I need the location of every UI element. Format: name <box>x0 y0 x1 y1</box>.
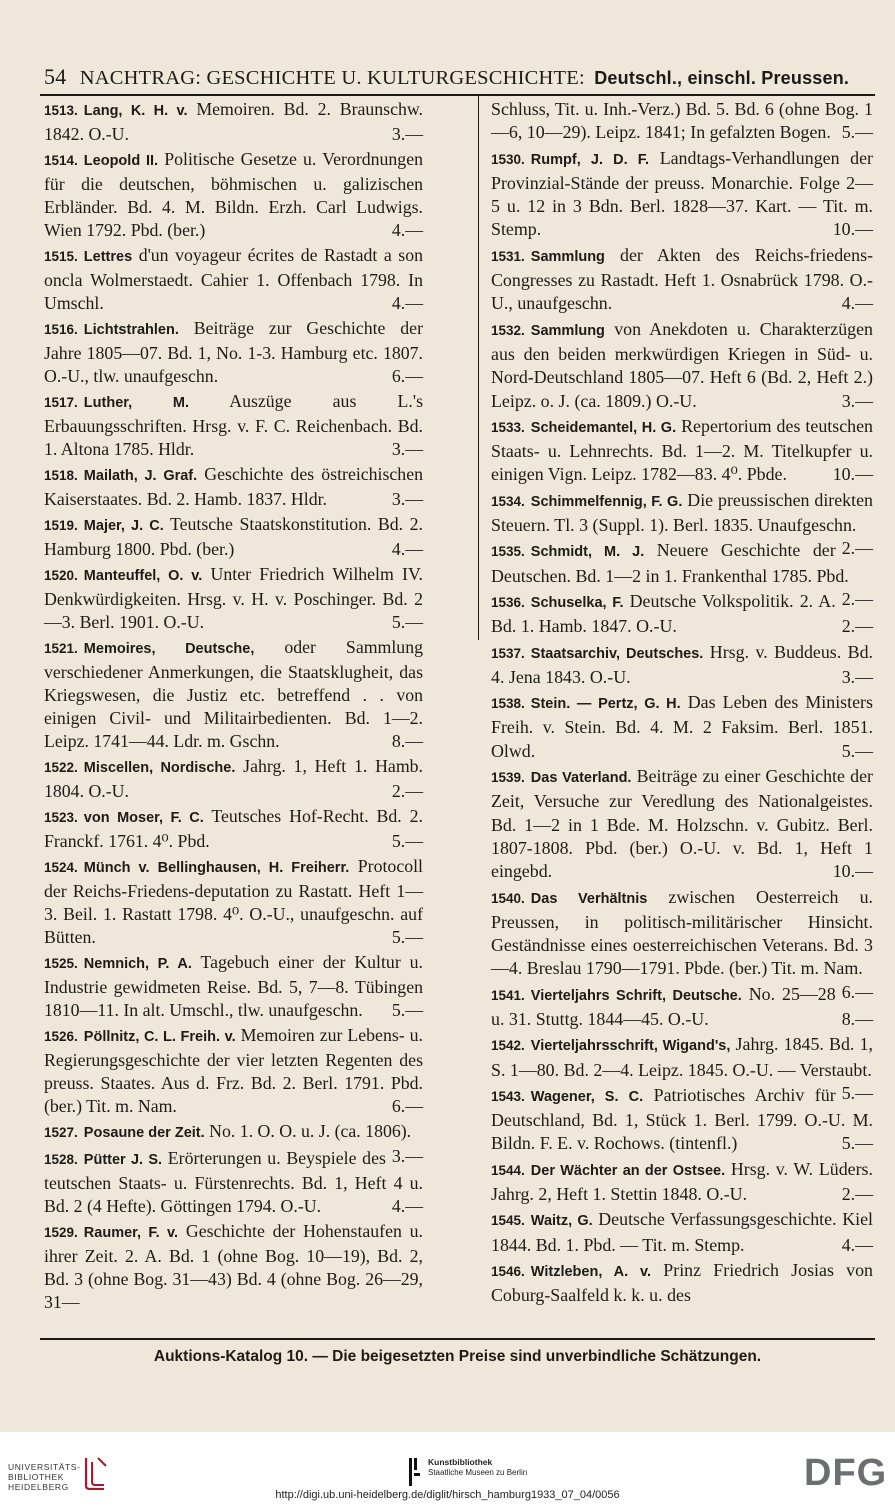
entry-number: 1514. <box>44 153 78 168</box>
entry-author: Miscellen, Nordische. <box>83 760 236 776</box>
entry-price: 2.— <box>391 781 423 801</box>
entry-author: Das Verhältnis <box>530 890 648 907</box>
entry-price: 10.— <box>832 219 873 240</box>
entry-number: 1536. <box>491 594 525 610</box>
catalog-entry <box>491 318 873 413</box>
entry-number: 1516. <box>44 322 78 337</box>
entry-description: Teutsches Hof-Recht. Bd. 2. Franckf. 1761. 4⁰. Pbd. <box>44 806 423 851</box>
entry-author: Staatsarchiv, Deutsches. <box>530 645 704 662</box>
catalog-entry <box>44 1147 423 1218</box>
entry-number: 1529. <box>44 1225 78 1240</box>
catalog-entry <box>44 1220 423 1314</box>
entry-price: 6.— <box>391 366 423 386</box>
entry-number: 1537. <box>491 645 525 661</box>
entry-number: 1541. <box>491 987 525 1003</box>
entry-number: 1520. <box>44 568 78 583</box>
catalog-entry <box>491 590 873 639</box>
entry-author: Sammlung <box>530 322 605 339</box>
catalog-entry <box>44 244 423 315</box>
page-subtitle: Deutschl., einschl. Preussen. <box>594 68 850 88</box>
entry-number: 1519. <box>44 518 78 533</box>
dfg-logo: DFG <box>804 1452 888 1494</box>
entry-author: Pütter J. S. <box>83 1152 163 1168</box>
entry-description: Deutsche Verfassungsgeschichte. Kiel 1844. Bd. 1. Pbd. — Tit. m. Stemp. <box>491 1209 873 1255</box>
entry-number: 1545. <box>491 1213 525 1229</box>
entry-author: Waitz, G. <box>530 1213 593 1230</box>
entry-description: Patriotisches Archiv für Deutschland, Bd. 1, Stück 1. Berl. 1799. O.-U. M. Bildn. F. E. v. Rochows. (tintenfl.) <box>491 1084 873 1154</box>
entry-number: 1513. <box>44 103 78 118</box>
column-divider <box>478 96 479 640</box>
entry-description: Geschichte des östreichischen Kaiserstaates. Bd. 2. Hamb. 1837. Hldr. <box>44 464 423 509</box>
entry-number: 1533. <box>491 419 525 435</box>
entry-description: Repertorium des teutschen Staats- u. Lehnrechts. Bd. 1—2. M. Titelkupfer u. einigen Vign. Leipz. 1782—83. 4⁰. Pbde. <box>491 415 873 485</box>
entry-price: 5.— <box>391 612 423 632</box>
entry-description: No. 25—28 u. 31. Stuttg. 1844—45. O.-U. <box>491 983 836 1029</box>
entry-price: 3.— <box>391 124 423 144</box>
entry-number: 1526. <box>44 1029 78 1044</box>
entry-author: Stein. — Pertz, G. H. <box>530 696 681 713</box>
entry-number: 1515. <box>44 249 78 264</box>
page-title: NACHTRAG: GESCHICHTE U. KULTURGESCHICHTE: <box>79 67 585 89</box>
entry-author: Schimmelfennig, F. G. <box>530 493 683 510</box>
catalog-entry <box>44 951 423 1022</box>
entry-description: Protocoll der Reichs-Friedens-deputation zu Rastatt. Heft 1—3. Beil. 1. Rastatt 1798. 4⁰. O.-U., unaufgeschn. auf Bütten. <box>44 856 423 947</box>
catalog-entry <box>44 563 423 634</box>
entry-author: Der Wächter an der Ostsee. <box>530 1162 726 1179</box>
kunstbibliothek-logo-icon <box>408 1458 422 1486</box>
entry-author: Lettres <box>83 249 133 265</box>
entry-author: Rumpf, J. D. F. <box>530 151 650 168</box>
catalog-entry <box>491 415 873 487</box>
entry-description: von Anekdoten u. Charakterzügen aus den beiden merkwürdigen Kriegen in Süd- u. Nord-Deutschland 1805—07. Heft 6 (Bd. 2, Heft 2.) Leipz. o. J. (ca. 1809.) O.-U. <box>491 318 873 411</box>
entry-number: 1543. <box>491 1088 525 1104</box>
entry-price: 3.— <box>391 489 423 509</box>
entry-price: 3.— <box>841 666 873 687</box>
source-url: http://digi.ub.uni-heidelberg.de/diglit/hirsch_hamburg1933_07_04/0056 <box>275 1489 620 1501</box>
entry-description: Schluss, Tit. u. Inh.-Verz.) Bd. 5. Bd. 6 (ohne Bog. 1—6, 10—29). Leipz. 1841; In gefalzten Bogen. <box>491 99 873 143</box>
catalog-entry <box>44 855 423 949</box>
catalog-entry <box>491 641 873 690</box>
uni-heidelberg-logo-icon <box>82 1456 108 1490</box>
entry-description: zwischen Oesterreich u. Preussen, in politisch-militärischer Hinsicht. Geständnisse eines oesterreichischen Veterans. Bd. 3—4. Breslau 1790—1791. Pbde. (ber.) Tit. m. Nam. <box>491 886 873 979</box>
entry-description: der Akten des Reichs-friedens-Congresses zu Rastadt. Heft 1. Osnabrück 1798. O.-U., unaufgeschn. <box>491 244 873 314</box>
uni-line: HEIDELBERG <box>8 1482 69 1492</box>
entry-author: Luther, M. <box>83 395 190 411</box>
catalog-entry <box>44 755 423 803</box>
entry-price: 5.— <box>841 740 873 761</box>
entry-description: Beiträge zur Geschichte der Jahre 1805—07. Bd. 1, No. 1-3. Hamburg etc. 1807. O.-U., tlw. unaufgeschn. <box>44 318 423 386</box>
uni-line: BIBLIOTHEK <box>8 1472 65 1482</box>
entry-price: 5.— <box>841 1133 873 1154</box>
kunstbibliothek-logo-text <box>428 1457 527 1478</box>
entry-author: Posaune der Zeit. <box>83 1125 205 1141</box>
catalog-entry <box>44 636 423 753</box>
entry-price: 5.— <box>841 1082 873 1103</box>
entry-number: 1535. <box>491 544 525 560</box>
catalog-entry <box>491 244 873 316</box>
entry-author: Schuselka, F. <box>530 594 624 611</box>
entry-author: Sammlung <box>530 248 605 265</box>
entry-price: 4.— <box>841 293 873 314</box>
entry-number: 1528. <box>44 1152 78 1167</box>
right-column <box>491 98 873 1310</box>
entry-price: 4.— <box>841 1234 873 1255</box>
catalog-entry <box>491 691 873 763</box>
entry-description: Jahrg. 1, Heft 1. Hamb. 1804. O.-U. <box>44 756 423 801</box>
entry-number: 1540. <box>491 890 525 906</box>
entry-number: 1522. <box>44 760 78 775</box>
entry-price: 3.— <box>391 439 423 459</box>
entry-author: Nemnich, P. A. <box>83 956 192 972</box>
catalog-entry <box>44 463 423 511</box>
entry-author: Leopold II. <box>83 153 159 169</box>
entry-author: Raumer, F. v. <box>83 1225 179 1241</box>
entry-description: No. 1. O. O. u. J. (ca. 1806). <box>209 1121 412 1141</box>
entry-price: 5.— <box>391 927 423 947</box>
catalog-entry <box>491 98 873 145</box>
catalog-entry <box>44 390 423 461</box>
entry-number: 1538. <box>491 696 525 712</box>
entry-number: 1530. <box>491 151 525 167</box>
entry-author: Manteuffel, O. v. <box>83 568 203 584</box>
entry-price: 5.— <box>841 122 873 143</box>
entry-number: 1532. <box>491 322 525 338</box>
entry-author: Scheidemantel, H. G. <box>530 419 677 436</box>
entry-description: Memoiren zur Lebens- u. Regierungsgeschichte der vier letzten Regenten des preuss. Staates. Aus d. Frz. Bd. 2. Berl. 1791. Pbd. (ber.) Tit. m. Nam. <box>44 1025 424 1116</box>
entry-author: Wagener, S. C. <box>530 1088 644 1105</box>
entry-description: Tagebuch einer der Kultur u. Industrie gewidmeten Reise. Bd. 5, 7—8. Tübingen 1810—11. In alt. Umschl., tlw. unaufgeschn. <box>44 952 424 1020</box>
catalog-entry <box>491 1084 873 1156</box>
entry-author: Das Vaterland. <box>530 770 632 787</box>
entry-description: Teutsche Staatskonstitution. Bd. 2. Hamburg 1800. Pbd. (ber.) <box>44 514 423 559</box>
entry-number: 1524. <box>44 860 78 875</box>
entry-price: 8.— <box>391 731 423 751</box>
entry-number: 1527. <box>44 1125 78 1140</box>
entry-description: Neuere Geschichte der Deutschen. Bd. 1—2 in 1. Frankenthal 1785. Pbd. <box>491 540 849 586</box>
catalog-entry <box>491 1208 873 1257</box>
entry-number: 1544. <box>491 1162 525 1178</box>
entry-description: Unter Friedrich Wilhelm IV. Denkwürdigkeiten. Hrsg. v. H. v. Poschinger. Bd. 2—3. Berl. 1901. O.-U. <box>44 564 423 632</box>
entry-author: Vierteljahrsschrift, Wigand's, <box>530 1038 731 1055</box>
entry-author: Pöllnitz, C. L. Freih. v. <box>83 1029 236 1045</box>
entry-price: 2.— <box>841 538 873 559</box>
entry-price: 3.— <box>391 1146 423 1166</box>
catalog-entry <box>491 983 873 1032</box>
entry-number: 1531. <box>491 248 525 264</box>
entry-number: 1539. <box>491 770 525 786</box>
catalog-entry <box>491 765 873 883</box>
entry-price: 5.— <box>391 831 423 851</box>
entry-description: Memoiren. Bd. 2. Braunschw. 1842. O.-U. <box>44 99 423 144</box>
entry-description: Erörterungen u. Beyspiele des teutschen Staats- u. Fürstenrechts. Bd. 1, Heft 4 u. Bd. 2 (4 Hefte). Göttingen 1794. O.-U. <box>44 1148 423 1216</box>
entry-description: Deutsche Volkspolitik. 2. A. Bd. 1. Hamb. 1847. O.-U. <box>491 590 836 637</box>
entry-number: 1521. <box>44 641 78 656</box>
entry-number: 1523. <box>44 810 78 825</box>
entry-number: 1525. <box>44 956 78 971</box>
entry-description: Geschichte der Hohenstaufen u. ihrer Zeit. 2. A. Bd. 1 (ohne Bog. 10—19), Bd. 2, Bd. 3 (ohne Bog. 31—43) Bd. 4 (ohne Bog. 26—29, 31— <box>44 1221 424 1312</box>
entry-description: oder Sammlung verschiedener Anmerkungen, die Staatsklugheit, das Kriegswesen, die Justiz etc. betreffend . . von einigen Civil- und Militairbedienten. Bd. 1—2. Leipz. 1741—44. Ldr. m. Gschn. <box>44 637 423 751</box>
entry-description: Die preussischen direkten Steuern. Tl. 3 (Suppl. 1). Berl. 1835. Unaufgeschn. <box>491 489 873 536</box>
entry-description: d'un voyageur écrites de Rastadt a son oncla Wolmerstaedt. Cahier 1. Offenbach 1798. In Umschl. <box>44 245 423 313</box>
catalog-entry <box>491 1158 873 1207</box>
entry-number: 1546. <box>491 1263 525 1279</box>
entry-price: 8.— <box>841 1008 873 1029</box>
entry-price: 6.— <box>841 981 873 1002</box>
entry-price: 10.— <box>832 464 873 485</box>
entry-number: 1542. <box>491 1038 525 1054</box>
catalog-entry <box>44 317 423 388</box>
entry-price: 5.— <box>391 1000 423 1020</box>
entry-author: Lang, K. H. v. <box>83 103 188 119</box>
header-rule <box>40 94 875 96</box>
entry-description: Jahrg. 1845. Bd. 1, S. 1—80. Bd. 2—4. Leipz. 1845. O.-U. — Verstaubt. <box>491 1034 873 1080</box>
entry-price: 2.— <box>841 1184 873 1205</box>
left-column <box>44 98 423 1316</box>
kb-title: Kunstbibliothek <box>428 1457 493 1467</box>
entry-description: Hrsg. v. Buddeus. Bd. 4. Jena 1843. O.-U. <box>491 641 874 687</box>
catalog-entry <box>44 805 423 853</box>
entry-price: 4.— <box>391 293 423 313</box>
entry-author: von Moser, F. C. <box>83 810 204 826</box>
page-header <box>44 64 874 94</box>
catalog-entry <box>44 1024 423 1118</box>
entry-author: Mailath, J. Graf. <box>83 468 198 484</box>
entry-price: 6.— <box>391 1096 423 1116</box>
entry-description: Prinz Friedrich Josias von Coburg-Saalfeld k. k. u. des <box>491 1259 874 1306</box>
entry-price: 2.— <box>841 588 873 609</box>
kb-subtitle: Staatliche Museen zu Berlin <box>428 1468 528 1477</box>
catalog-footer: Auktions-Katalog 10. — Die beigesetzten Preise sind unverbindliche Schätzungen. <box>153 1348 762 1365</box>
catalog-entry <box>44 513 423 561</box>
entry-price: 3.— <box>841 390 873 411</box>
entry-description: Politische Gesetze u. Verordnungen für die deutschen, böhmischen u. galizischen Erbländer. Bd. 4. M. Bildn. Erzh. Carl Ludwigs. Wien 1792. Pbd. (ber.) <box>44 149 423 240</box>
uni-line: UNIVERSITÄTS- <box>8 1462 81 1472</box>
entry-price: 4.— <box>391 1196 423 1216</box>
entry-author: Vierteljahrs Schrift, Deutsche. <box>530 987 742 1004</box>
catalog-entry <box>44 148 423 242</box>
entry-description: Landtags-Verhandlungen der Provinzial-Stände der preuss. Monarchie. Folge 2—5 u. 12 in 3 Bdn. Berl. 1828—37. Kart. — Tit. m. Stemp. <box>491 147 873 240</box>
entry-author: Schmidt, M. J. <box>530 544 645 561</box>
entry-author: Witzleben, A. v. <box>530 1263 651 1280</box>
entry-description: Auszüge aus L.'s Erbauungsschriften. Hrsg. v. F. C. Reichenbach. Bd. 1. Altona 1785. Hldr. <box>44 391 423 459</box>
entry-price: 10.— <box>832 861 873 882</box>
entry-author: Memoires, Deutsche, <box>83 641 255 657</box>
page-number: 54 <box>44 64 67 89</box>
entry-number: 1534. <box>491 493 525 509</box>
bottom-rule <box>40 1338 875 1340</box>
uni-heidelberg-logo-text <box>8 1462 81 1492</box>
entry-description: Hrsg. v. W. Lüders. Jahrg. 2, Heft 1. Stettin 1848. O.-U. <box>491 1158 873 1205</box>
catalog-entry <box>491 147 873 242</box>
entry-author: Münch v. Bellinghausen, H. Freiherr. <box>83 860 350 876</box>
entry-number: 1517. <box>44 395 78 410</box>
entry-author: Majer, J. C. <box>83 518 164 534</box>
entry-description: Beiträge zu einer Geschichte der Zeit, Versuche zur Veredlung des Nationalgeistes. Bd. 1—2 in 1 Bde. M. Holzschn. v. Gubitz. Berl. 1807-1808. Pbd. (ber.) O.-U. v. Bd. 1, Heft 1 eingebd. <box>491 766 874 882</box>
catalog-entry <box>491 1259 873 1308</box>
entry-price: 2.— <box>841 616 873 637</box>
entry-price: 4.— <box>391 220 423 240</box>
entry-author: Lichtstrahlen. <box>83 322 179 338</box>
entry-description: Das Leben des Ministers Freih. v. Stein. Bd. 4. M. 2 Faksim. Berl. 1851. Olwd. <box>491 692 873 761</box>
catalog-entry <box>44 98 423 146</box>
entry-number: 1518. <box>44 468 78 483</box>
entry-price: 4.— <box>391 539 423 559</box>
